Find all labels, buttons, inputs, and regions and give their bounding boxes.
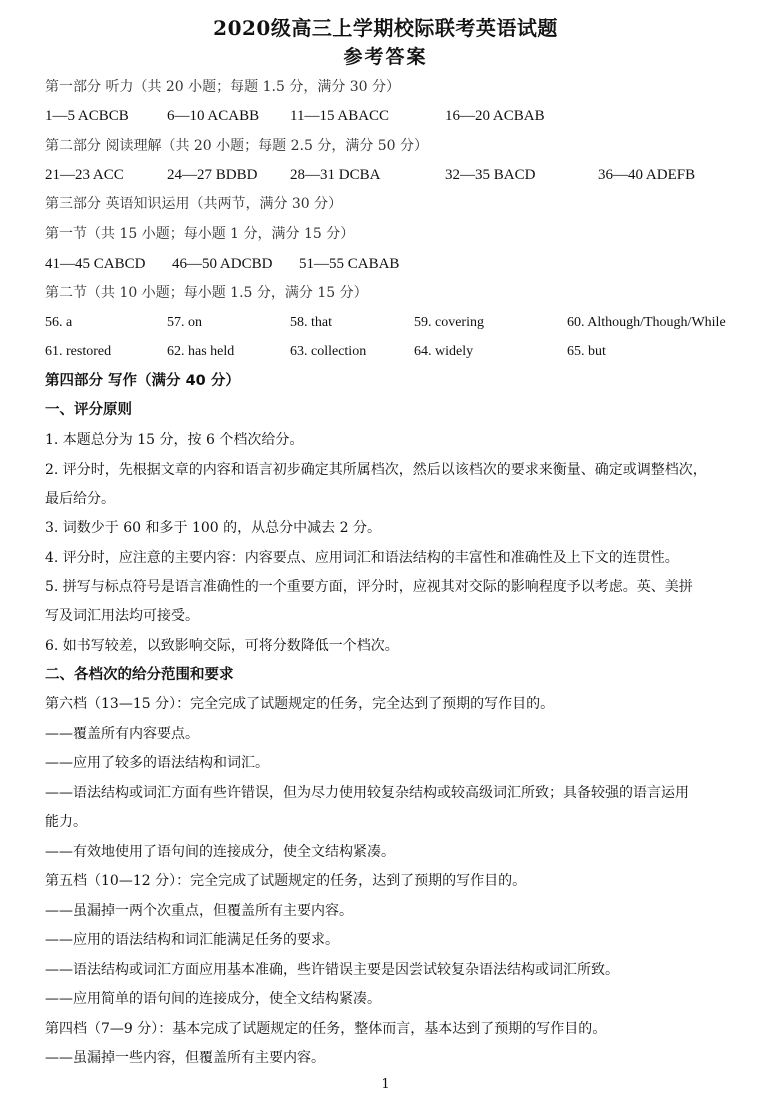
part1-heading: 第一部分 听力（共 20 小题；每题 1.5 分，满分 30 分） — [45, 79, 401, 95]
fill-answer: 58. that — [290, 315, 332, 330]
part1-answer: 1—5 ACBCB — [45, 108, 129, 124]
part1-answer: 11—15 ABACC — [290, 108, 390, 124]
part3-section1-heading: 第一节（共 15 小题；每小题 1 分，满分 15 分） — [45, 226, 355, 242]
principle-line: 最后给分。 — [45, 491, 115, 507]
part3-section1-answer: 51—55 CABAB — [299, 256, 400, 272]
part2-heading: 第二部分 阅读理解（共 20 小题；每题 2.5 分，满分 50 分） — [45, 138, 429, 154]
part1-answer: 16—20 ACBAB — [445, 108, 545, 124]
principle-line: 2. 评分时，先根据文章的内容和语言初步确定其所属档次，然后以该档次的要求来衡量、确定或调整档次， — [45, 462, 707, 478]
principle-line: 1. 本题总分为 15 分，按 6 个档次给分。 — [45, 432, 304, 448]
document-subtitle: 参考答案 — [343, 46, 428, 68]
level-line: ——应用简单的语句间的连接成分，使全文结构紧凑。 — [45, 991, 381, 1007]
part2-answer: 32—35 BACD — [445, 167, 536, 183]
part2-answer: 36—40 ADEFB — [598, 167, 696, 183]
fill-answer: 64. widely — [414, 344, 474, 359]
level-line: ——应用了较多的语法结构和词汇。 — [45, 755, 269, 771]
fill-answer: 60. Although/Though/While — [567, 315, 726, 330]
level-line: 能力。 — [45, 814, 87, 830]
level-line: ——虽漏掉一两个次重点，但覆盖所有主要内容。 — [45, 903, 353, 919]
fill-answer: 63. collection — [290, 344, 367, 359]
level-line: ——虽漏掉一些内容，但覆盖所有主要内容。 — [45, 1050, 325, 1066]
fill-answer: 62. has held — [167, 344, 235, 359]
level-line: ——覆盖所有内容要点。 — [45, 726, 199, 742]
levels-heading: 二、各档次的给分范围和要求 — [45, 667, 234, 683]
level-line: 第五档（10—12 分）：完全完成了试题规定的任务，达到了预期的写作目的。 — [45, 873, 527, 889]
part3-heading: 第三部分 英语知识运用（共两节，满分 30 分） — [45, 196, 343, 212]
level-line: ——有效地使用了语句间的连接成分，使全文结构紧凑。 — [45, 844, 395, 860]
fill-answer: 56. a — [45, 315, 73, 330]
page-number: 1 — [381, 1077, 390, 1092]
part3-section1-answer: 41—45 CABCD — [45, 256, 146, 272]
part2-answer: 21—23 ACC — [45, 167, 124, 183]
level-line: ——应用的语法结构和词汇能满足任务的要求。 — [45, 932, 339, 948]
part3-section2-heading: 第二节（共 10 小题；每小题 1.5 分，满分 15 分） — [45, 285, 368, 301]
principle-line: 3. 词数少于 60 和多于 100 的，从总分中减去 2 分。 — [45, 520, 381, 536]
part1-answer: 6—10 ACABB — [167, 108, 260, 124]
part2-answer: 28—31 DCBA — [290, 167, 381, 183]
level-line: ——语法结构或词汇方面应用基本准确，些许错误主要是因尝试较复杂语法结构或词汇所致。 — [45, 962, 619, 978]
part4-heading: 第四部分 写作（满分 40 分） — [45, 373, 240, 389]
level-line: 第六档（13—15 分）：完全完成了试题规定的任务，完全达到了预期的写作目的。 — [45, 696, 555, 712]
level-line: ——语法结构或词汇方面有些许错误，但为尽力使用较复杂结构或较高级词汇所致；具备较强的语言运用 — [45, 785, 689, 801]
part3-section1-answer: 46—50 ADCBD — [172, 256, 273, 272]
principles-heading: 一、评分原则 — [45, 402, 132, 418]
part2-answer: 24—27 BDBD — [167, 167, 258, 183]
document-title: 2020级高三上学期校际联考英语试题 — [213, 16, 558, 40]
fill-answer: 59. covering — [414, 315, 484, 330]
principle-line: 6. 如书写较差，以致影响交际，可将分数降低一个档次。 — [45, 638, 399, 654]
fill-answer: 61. restored — [45, 344, 112, 359]
level-line: 第四档（7—9 分）：基本完成了试题规定的任务，整体而言，基本达到了预期的写作目的。 — [45, 1021, 607, 1037]
fill-answer: 57. on — [167, 315, 202, 330]
principle-line: 写及词汇用法均可接受。 — [45, 608, 199, 624]
principle-line: 5. 拼写与标点符号是语言准确性的一个重要方面，评分时，应视其对交际的影响程度予以考虑。英、美拼 — [45, 579, 693, 595]
fill-answer: 65. but — [567, 344, 606, 359]
principle-line: 4. 评分时，应注意的主要内容：内容要点、应用词汇和语法结构的丰富性和准确性及上下文的连贯性。 — [45, 550, 679, 566]
